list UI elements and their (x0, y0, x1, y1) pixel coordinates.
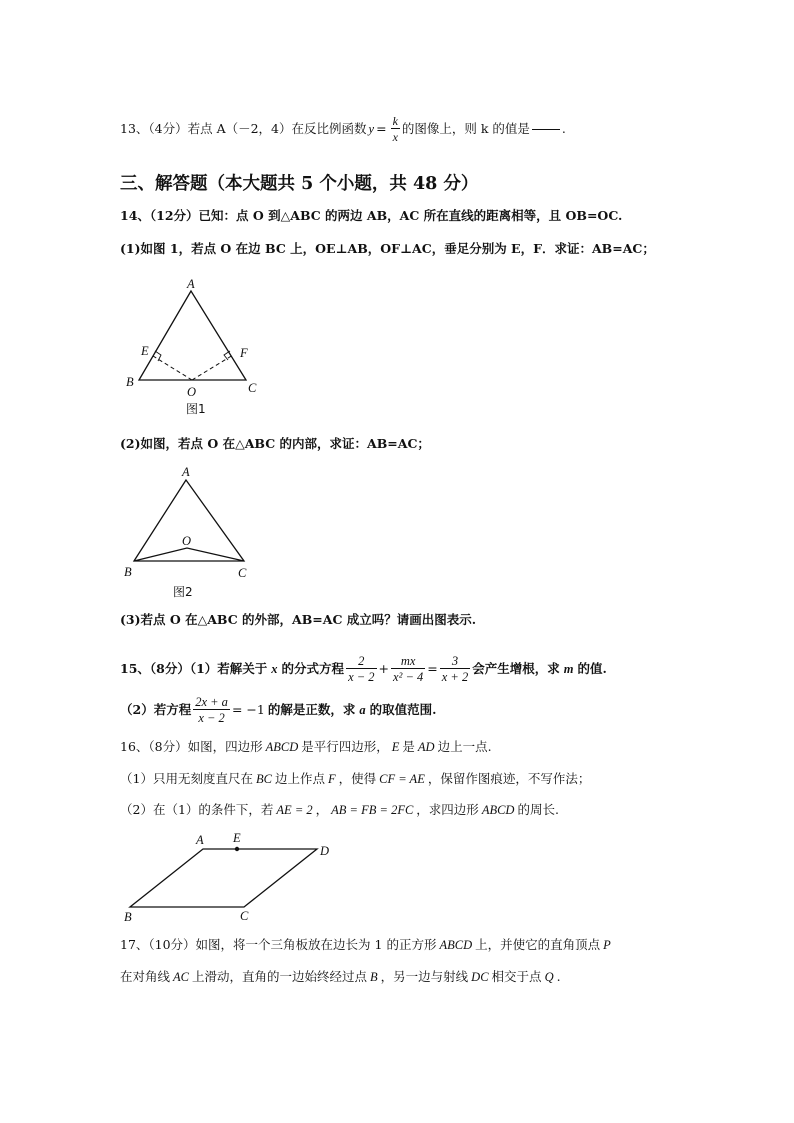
question-13 (120, 110, 566, 148)
q15-frac-3 (440, 655, 470, 684)
q15-post: 会产生增根，求 (472, 660, 560, 676)
q13-tail: 的图像上，则 k 的值是 (401, 120, 530, 136)
q17-abcd: ABCD (439, 938, 473, 952)
q15-frac-4 (193, 696, 230, 725)
fig1-label-a: A (187, 277, 195, 291)
q16-p2-mid: ，求四边形 (416, 802, 479, 817)
q15-pre: 15、（8分）（1）若解关于 (120, 660, 268, 676)
fig2-label-b: B (124, 565, 132, 579)
fig16-label-a: A (196, 833, 204, 847)
q13-answer-blank (532, 129, 560, 130)
q13-denominator: x (392, 130, 398, 144)
fig16-label-b: B (124, 910, 132, 924)
q17-l2-mid2: ，另一边与射线 (380, 969, 469, 984)
q15-eq: = (427, 660, 438, 676)
q16-p1-end: ，保留作图痕迹，不写作法； (427, 771, 591, 786)
q17-q: Q (544, 970, 554, 984)
q15-mid: 的分式方程 (281, 660, 345, 676)
fig1-label-f: F (240, 346, 248, 360)
q17-l2-end: . (556, 969, 561, 984)
q15-frac-2-num: mx (391, 655, 425, 670)
q17-l1-pre: 17、（10分）如图，将一个三角板放在边长为 1 的正方形 (120, 937, 437, 952)
q17-dc: DC (471, 970, 489, 984)
fig16-point-e (235, 847, 239, 851)
q13-end: . (561, 120, 566, 136)
q16-abfb: AB = FB = 2FC (331, 803, 414, 817)
figure-1-triangle (139, 291, 246, 380)
q16-part1 (120, 773, 590, 786)
q15-var-x: x (271, 661, 278, 676)
fig16-label-e: E (233, 831, 241, 845)
q17-p: P (603, 938, 611, 952)
q16-bc: BC (255, 772, 272, 786)
fig2-label-c: C (238, 566, 247, 580)
q15-frac-4-den: x − 2 (198, 711, 225, 725)
fig16-label-d: D (320, 844, 330, 858)
fig1-label-e: E (141, 344, 149, 358)
q16-p1-mid: 边上作点 (274, 771, 325, 786)
q16-e: E (391, 740, 400, 754)
q15-2-pre: （2）若方程 (120, 701, 192, 717)
q16-ad: AD (417, 740, 435, 754)
q14-part1: (1)如图 1，若点 O 在边 BC 上，OE⊥AB，OF⊥AC，垂足分别为 E，F．求证：AB=AC； (120, 241, 655, 256)
q16-p2-pre: （2）在（1）的条件下，若 (120, 802, 274, 817)
q13-numerator: k (392, 114, 398, 128)
perp-of (192, 355, 233, 380)
fig1-label-c: C (248, 381, 257, 395)
q15-frac-3-num: 3 (440, 655, 470, 670)
right-angle-e (155, 351, 161, 361)
q17-l2-mid3: 相交于点 (491, 969, 542, 984)
q15-frac-2-den: x² − 4 (393, 670, 424, 684)
q16-pre: 16、（8分）如图，四边形 (120, 739, 263, 754)
q15-frac-1-den: x − 2 (348, 670, 375, 684)
q17-line1 (120, 939, 611, 952)
fig1-label-o: O (187, 385, 197, 399)
right-angle-f (224, 351, 230, 360)
q17-b: B (370, 970, 378, 984)
q15-var-a: a (359, 702, 366, 717)
fig16-label-c: C (240, 909, 249, 923)
fig2-label-o: O (182, 534, 192, 548)
q15-frac-2 (391, 655, 425, 684)
q16-abcd2: ABCD (481, 803, 515, 817)
q16-mid2: 是 (402, 739, 415, 754)
q16-p1-pre: （1）只用无刻度直尺在 (120, 771, 253, 786)
figure-2-triangle (134, 480, 244, 561)
perp-oe (153, 356, 192, 380)
q17-ac: AC (173, 970, 189, 984)
q17-l1-mid: 上，并使它的直角顶点 (475, 937, 601, 952)
q15-line1 (120, 651, 607, 687)
q16-ae2: AE = 2 (276, 803, 313, 817)
q15-2-eq: = −1 (231, 701, 265, 717)
q16-abcd: ABCD (265, 740, 299, 754)
q13-eq: = (376, 120, 387, 136)
q16-p2-sep: ， (315, 802, 329, 817)
q16-end: 边上一点. (437, 739, 492, 754)
q15-2-end: 的取值范围. (369, 701, 437, 717)
q15-end: 的值. (577, 660, 607, 676)
q13-y: y (368, 121, 375, 136)
q16-f: F (327, 772, 336, 786)
q16-intro (120, 741, 492, 754)
q16-p1-mid2: ，使得 (338, 771, 377, 786)
q15-var-m: m (563, 661, 574, 676)
q14-part3: (3)若点 O 在△ABC 的外部，AB=AC 成立吗？请画出图表示. (120, 612, 477, 627)
figure-16-parallelogram (130, 849, 317, 907)
q13-text: 13、（4分）若点 A（－2，4）在反比例函数 (120, 120, 367, 136)
q17-l2-pre: 在对角线 (120, 969, 171, 984)
q15-frac-3-den: x + 2 (441, 670, 469, 684)
q16-part2 (120, 804, 559, 817)
q14-part2: (2)如图，若点 O 在△ABC 的内部，求证：AB=AC； (120, 436, 430, 451)
q13-fraction (391, 115, 400, 143)
q15-plus: + (378, 660, 390, 676)
fig2-caption: 图2 (173, 585, 193, 599)
q17-line2 (120, 971, 561, 984)
q15-frac-1 (346, 655, 376, 684)
q15-2-mid: 的解是正数，求 (267, 701, 356, 717)
q16-cfae: CF = AE (379, 772, 425, 786)
q15-frac-4-num: 2x + a (195, 694, 228, 709)
q16-mid: 是平行四边形， (301, 739, 389, 754)
section-3-heading: 三、解答题（本大题共 5 个小题，共 48 分） (120, 174, 479, 194)
fig2-label-a: A (182, 465, 190, 479)
q17-l2-mid: 上滑动，直角的一边始终经过点 (192, 969, 368, 984)
fig1-caption: 图1 (186, 402, 206, 416)
q15-line2 (120, 692, 436, 728)
q16-p2-end: 的周长. (517, 802, 559, 817)
fig1-label-b: B (126, 375, 134, 389)
q14-intro: 14、（12分）已知：点 O 到△ABC 的两边 AB，AC 所在直线的距离相等，且 OB=OC. (120, 208, 623, 223)
q15-frac-1-num: 2 (346, 655, 376, 670)
